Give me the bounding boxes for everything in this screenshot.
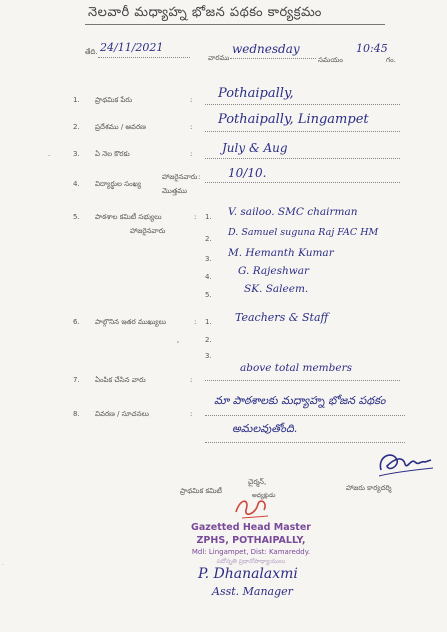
row-8-value-line-1: మా పాఠశాలకు మధ్యాహ్న భోజన పథకం xyxy=(214,394,386,407)
stamp-line-2: ZPHS, POTHAIPALLY, xyxy=(196,535,306,546)
committee-4-number: 4. xyxy=(205,273,212,281)
row-7-value: above total members xyxy=(240,362,352,374)
others-1-name: Teachers & Staff xyxy=(235,311,329,324)
row-5-label: పాఠశాల కమిటీ సభ్యులు xyxy=(95,213,162,221)
time-unit: గం. xyxy=(386,56,396,64)
others-1-number: 1. xyxy=(205,318,212,326)
asst-signature-name: P. Dhanalaxmi xyxy=(198,566,298,582)
head-master-signature xyxy=(228,494,278,524)
secretary-label: హాజరు కార్యదర్శి xyxy=(346,484,392,492)
row-3-value: July & Aug xyxy=(222,141,288,155)
stamp-faint: పదోన్నతి ప్రధానోపాధ్యాయులు xyxy=(216,558,286,565)
row-4-colon: : xyxy=(198,173,201,181)
row-8-number: 8. xyxy=(73,410,80,418)
others-2-number: 2. xyxy=(205,336,212,344)
row-2-value: Pothaipally, Lingampet xyxy=(218,112,369,127)
committee-4-name: G. Rajeshwar xyxy=(238,265,309,277)
secretary-signature xyxy=(375,448,435,482)
row-4-sub-total: మొత్తము xyxy=(162,187,188,195)
time-value: 10:45 xyxy=(356,42,388,55)
row-2-line xyxy=(205,131,400,132)
day-line xyxy=(230,58,316,59)
row-3-colon: : xyxy=(190,150,193,158)
row-4-line xyxy=(205,182,400,183)
row-6-number: 6. xyxy=(73,318,80,326)
row-7-colon: : xyxy=(190,376,193,384)
row-1-label: ప్రాథమిక పేరు xyxy=(95,96,132,104)
row-8-line-1 xyxy=(205,415,405,416)
day-value: wednesday xyxy=(232,42,300,56)
row-4-sub-present: హాజరైనవారు xyxy=(162,173,198,181)
row-5-sub-present: హాజరైనవారు xyxy=(130,227,166,235)
row-6-colon: : xyxy=(194,318,197,326)
row-1-line xyxy=(205,104,400,105)
committee-label: ప్రాథమిక కమిటీ xyxy=(180,487,222,495)
chairman-label: చైర్మన్, xyxy=(248,478,267,486)
row-1-value: Pothaipally, xyxy=(218,86,294,101)
committee-5-name: SK. Saleem. xyxy=(244,283,309,295)
row-7-line xyxy=(205,380,400,381)
title-underline xyxy=(85,24,385,25)
stamp-line-3: Mdl: Lingampet, Dist: Kamareddy. xyxy=(191,548,311,556)
committee-3-name: M. Hemanth Kumar xyxy=(228,247,334,259)
day-label: వారము xyxy=(208,54,230,62)
committee-3-number: 3. xyxy=(205,255,212,263)
row-4-label: విద్యార్థుల సంఖ్య xyxy=(95,180,142,188)
row-7-number: 7. xyxy=(73,376,80,384)
others-3-number: 3. xyxy=(205,352,212,360)
date-line xyxy=(98,57,190,58)
head-label: అధ్యక్షుడు xyxy=(252,492,276,499)
row-7-label: ఏంపిక చేసిన వారు xyxy=(95,376,146,384)
margin-tick: ' xyxy=(177,340,179,348)
stamp-line-1: Gazetted Head Master xyxy=(191,522,311,533)
row-2-number: 2. xyxy=(73,123,80,131)
row-1-number: 1. xyxy=(73,96,80,104)
row-1-colon: : xyxy=(190,96,193,104)
committee-1-number: 1. xyxy=(205,213,212,221)
row-8-colon: : xyxy=(190,410,193,418)
committee-2-number: 2. xyxy=(205,235,212,243)
row-3-line xyxy=(205,158,400,159)
date-label: తేది. xyxy=(85,48,98,56)
row-3-label: ఏ నెల కొరకు xyxy=(95,150,130,158)
row-8-label: వివరణ / సూచనలు xyxy=(95,410,149,418)
committee-5-number: 5. xyxy=(205,291,212,299)
row-5-colon: : xyxy=(194,213,197,221)
date-value: 24/11/2021 xyxy=(100,41,164,54)
row-4-value: 10/10. xyxy=(228,166,267,180)
row-5-number: 5. xyxy=(73,213,80,221)
committee-2-name: D. Samuel suguna Raj FAC HM xyxy=(228,227,379,238)
row-4-number: 4. xyxy=(73,180,80,188)
row-3-number: 3. xyxy=(73,150,80,158)
edge-mark: . xyxy=(2,560,4,567)
asst-signature-title: Asst. Manager xyxy=(212,585,293,598)
row-8-value-line-2: అమలవుతోంది. xyxy=(232,422,298,435)
time-label: సమయం xyxy=(318,56,343,64)
row-6-label: పాల్గొనిన ఇతర ముఖ్యులు xyxy=(95,318,166,326)
committee-1-name: V. sailoo. SMC chairman xyxy=(228,206,358,218)
form-title: నెలవారీ మధ్యాహ్న భోజన పథకం కార్యక్రమం xyxy=(88,5,322,20)
row-2-label: ప్రదేశము / ఆవరణ xyxy=(95,123,146,131)
margin-mark: . xyxy=(48,150,51,158)
row-8-line-2 xyxy=(205,442,405,443)
row-2-colon: : xyxy=(190,123,193,131)
